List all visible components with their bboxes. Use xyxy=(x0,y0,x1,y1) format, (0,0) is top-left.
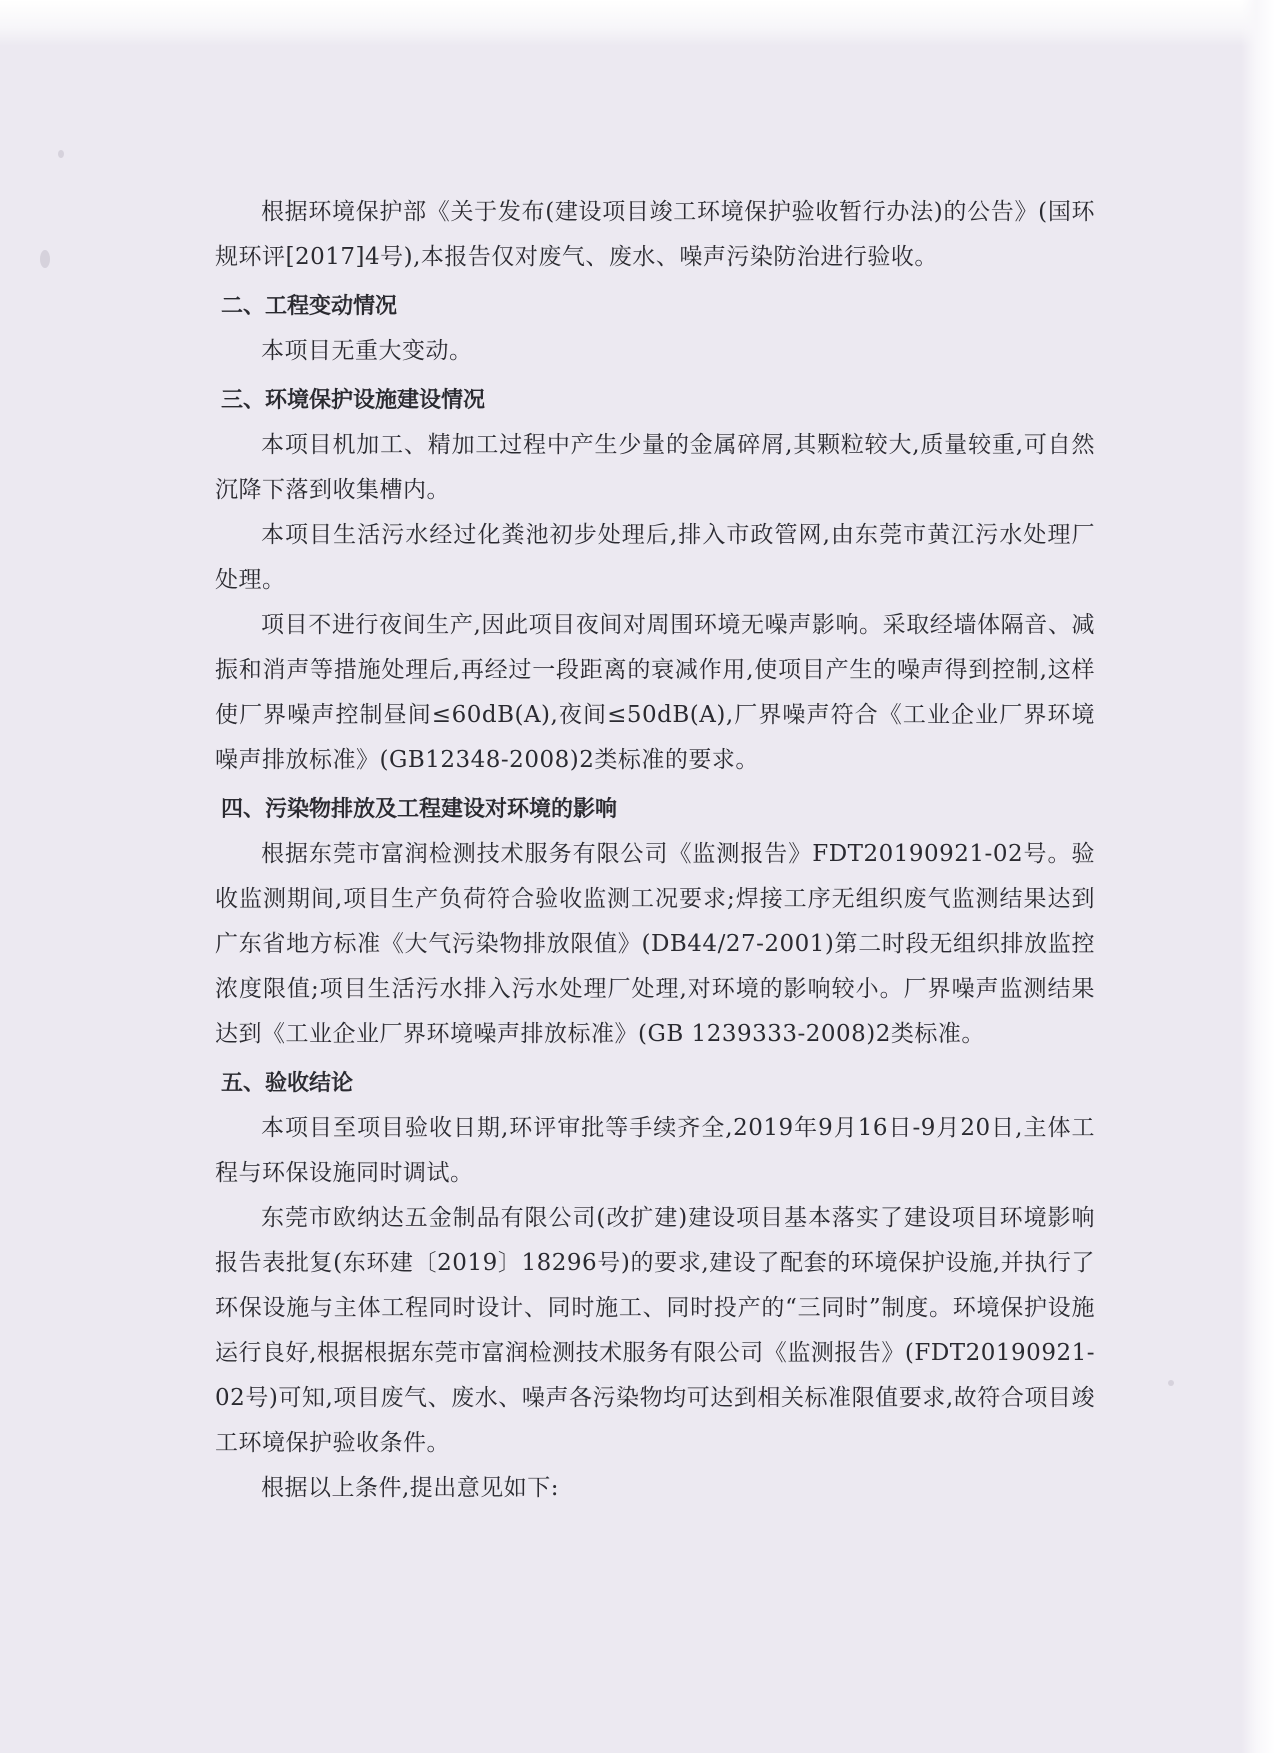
scan-speck xyxy=(58,150,64,158)
facilities-paragraph-wastewater: 本项目生活污水经过化粪池初步处理后,排入市政管网,由东莞市黄江污水处理厂处理。 xyxy=(215,522,1095,593)
conclusion-paragraph-compliance: 东莞市欧纳达五金制品有限公司(改扩建)建设项目基本落实了建设项目环境影响报告表批复(东环建〔2019〕18296号)的要求,建设了配套的环境保护设施,并执行了环保设施与主体工程同时设计、同时施工、同时投产的“三同时”制度。环境保护设施运行良好,根据根据东莞市富润检测技术服务有限公司《监测报告》(FDT20190921-02号)可知,项目废气、废水、噪声各污染物均可达到相关标准限值要求,故符合项目竣工环境保护验收条件。 xyxy=(215,1205,1095,1456)
scan-right-edge xyxy=(1241,0,1275,1753)
facilities-paragraph-dust: 本项目机加工、精加工过程中产生少量的金属碎屑,其颗粒较大,质量较重,可自然沉降下落到收集槽内。 xyxy=(215,432,1095,503)
intro-paragraph: 根据环境保护部《关于发布(建设项目竣工环境保护验收暂行办法)的公告》(国环规环评[2017]4号),本报告仅对废气、废水、噪声污染防治进行验收。 xyxy=(215,199,1095,270)
section-heading-impact: 四、污染物排放及工程建设对环境的影响 xyxy=(221,797,618,822)
scan-speck xyxy=(1168,1380,1174,1386)
section-heading-conclusion: 五、验收结论 xyxy=(221,1071,354,1096)
section-heading-facilities: 三、环境保护设施建设情况 xyxy=(221,388,486,413)
document-page xyxy=(215,190,1095,1511)
section-heading-changes: 二、工程变动情况 xyxy=(221,294,398,319)
impact-paragraph: 根据东莞市富润检测技术服务有限公司《监测报告》FDT20190921-02号。验收监测期间,项目生产负荷符合验收监测工况要求;焊接工序无组织废气监测结果达到广东省地方标准《大气污染物排放限值》(DB44/27-2001)第二时段无组织排放监控浓度限值;项目生活污水排入污水处理厂处理,对环境的影响较小。厂界噪声监测结果达到《工业企业厂界环境噪声排放标准》(GB 1239333-2008)2类标准。 xyxy=(215,841,1095,1047)
changes-paragraph: 本项目无重大变动。 xyxy=(261,338,473,364)
scan-top-edge xyxy=(0,0,1275,46)
conclusion-paragraph-schedule: 本项目至项目验收日期,环评审批等手续齐全,2019年9月16日-9月20日,主体工程与环保设施同时调试。 xyxy=(215,1115,1095,1186)
conclusion-paragraph-opinion: 根据以上条件,提出意见如下: xyxy=(261,1475,560,1501)
scan-speck xyxy=(40,250,50,268)
facilities-paragraph-noise: 项目不进行夜间生产,因此项目夜间对周围环境无噪声影响。采取经墙体隔音、减振和消声等措施处理后,再经过一段距离的衰减作用,使项目产生的噪声得到控制,这样使厂界噪声控制昼间≤60dB(A),夜间≤50dB(A),厂界噪声符合《工业企业厂界环境噪声排放标准》(GB12348-2008)2类标准的要求。 xyxy=(215,612,1095,773)
